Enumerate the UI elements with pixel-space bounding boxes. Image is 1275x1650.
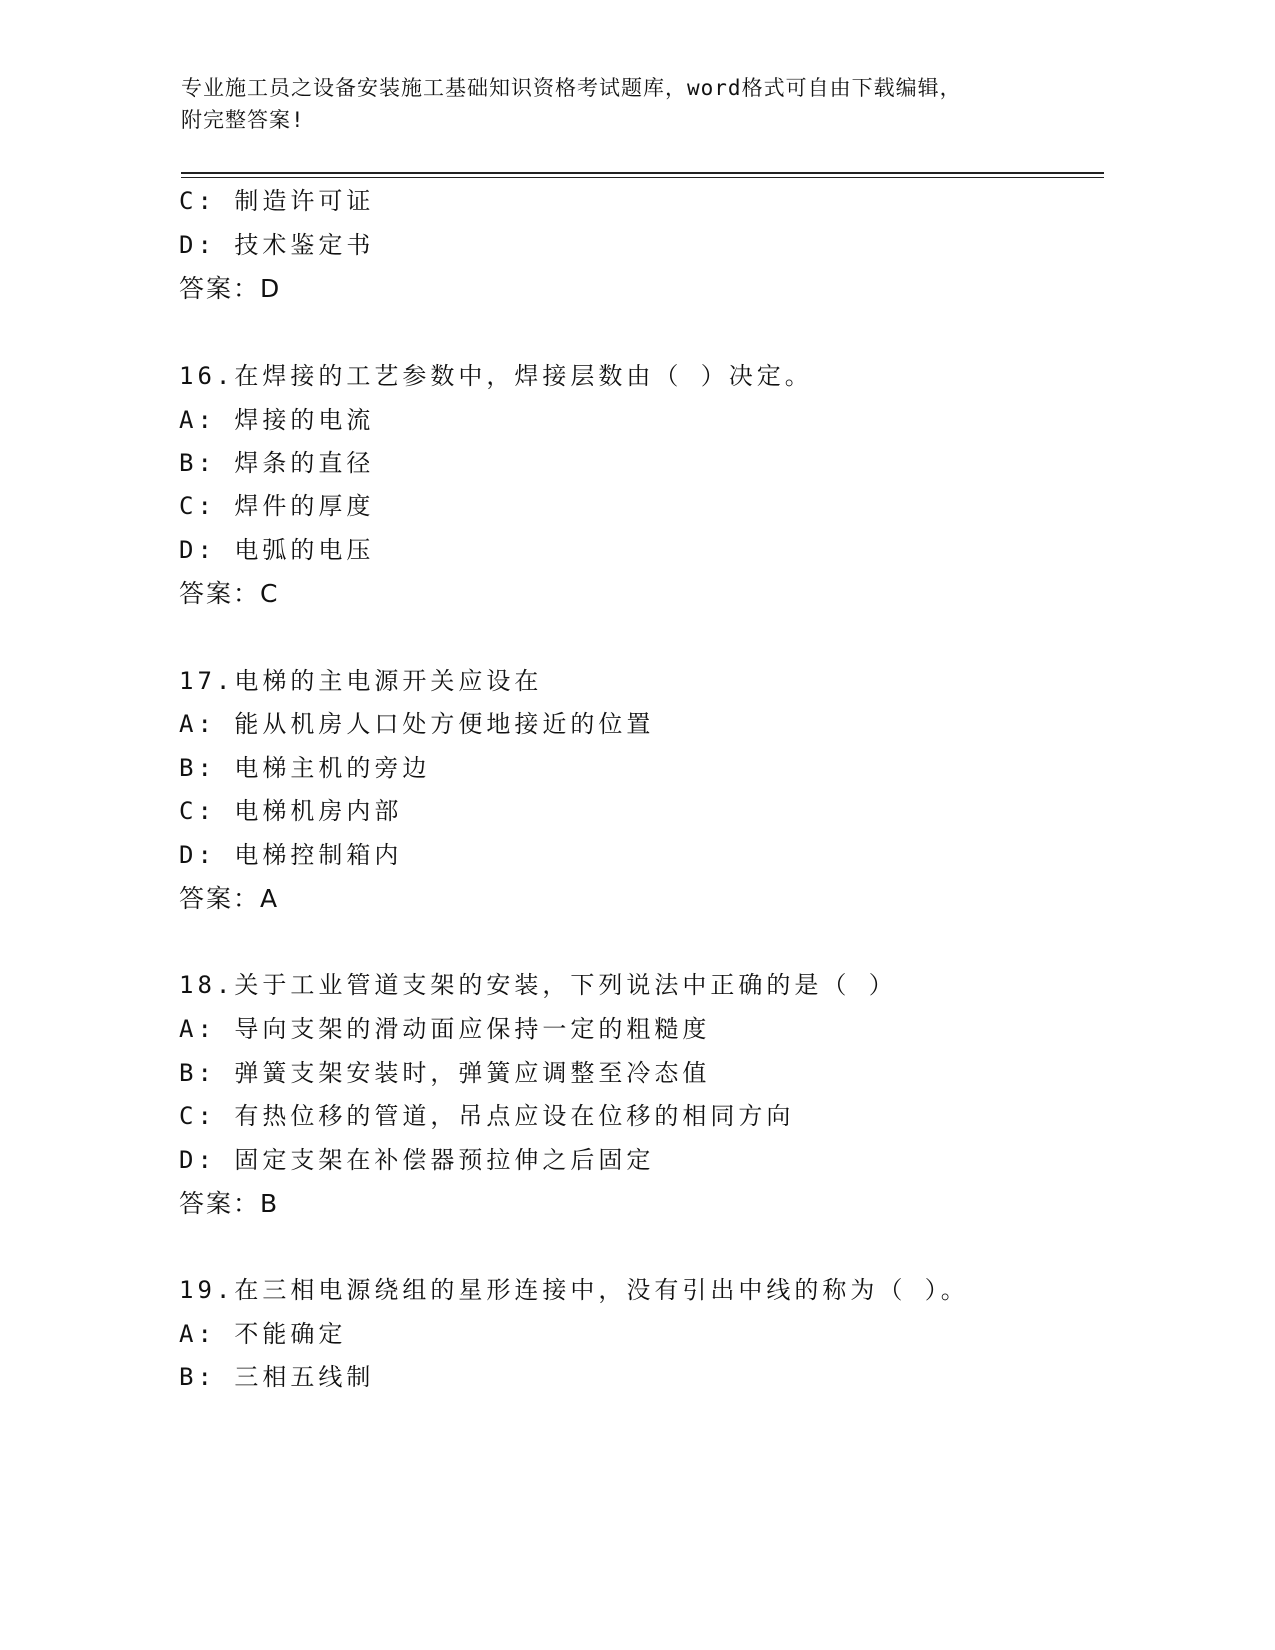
header-line-2: 附完整答案! xyxy=(181,108,305,132)
q18-question: 18.关于工业管道支架的安装，下列说法中正确的是（ ） xyxy=(179,971,897,999)
q19-option-b: B: 三相五线制 xyxy=(179,1363,375,1391)
q17-option-c: C: 电梯机房内部 xyxy=(179,797,403,825)
q15-option-d: D: 技术鉴定书 xyxy=(179,231,375,259)
q17-option-d: D: 电梯控制箱内 xyxy=(179,841,403,869)
q16-option-d: D: 电弧的电压 xyxy=(179,536,375,564)
q18-option-d: D: 固定支架在补偿器预拉伸之后固定 xyxy=(179,1146,655,1174)
q17-question: 17.电梯的主电源开关应设在 xyxy=(179,667,543,695)
q17-option-b: B: 电梯主机的旁边 xyxy=(179,754,431,782)
q16-answer: 答案：C xyxy=(179,579,280,608)
q19-question: 19.在三相电源绕组的星形连接中，没有引出中线的称为（ ）。 xyxy=(179,1276,969,1304)
header-line-1: 专业施工员之设备安装施工基础知识资格考试题库，word格式可自由下载编辑， xyxy=(181,76,962,100)
q18-answer: 答案：B xyxy=(179,1189,280,1218)
q18-option-a: A: 导向支架的滑动面应保持一定的粗糙度 xyxy=(179,1015,711,1043)
q16-option-a: A: 焊接的电流 xyxy=(179,406,375,434)
header-rule-thin xyxy=(181,177,1104,178)
q17-answer: 答案：A xyxy=(179,884,280,913)
q19-option-a: A: 不能确定 xyxy=(179,1320,347,1348)
q15-option-c: C: 制造许可证 xyxy=(179,187,375,215)
q16-question: 16.在焊接的工艺参数中，焊接层数由（ ）决定。 xyxy=(179,362,813,390)
q16-option-c: C: 焊件的厚度 xyxy=(179,492,375,520)
q17-option-a: A: 能从机房人口处方便地接近的位置 xyxy=(179,710,655,738)
q15-answer: 答案：D xyxy=(179,274,282,303)
q18-option-c: C: 有热位移的管道，吊点应设在位移的相同方向 xyxy=(179,1102,795,1130)
q16-option-b: B: 焊条的直径 xyxy=(179,449,375,477)
header-rule-thick xyxy=(181,172,1104,174)
document-header xyxy=(181,72,1081,136)
q18-option-b: B: 弹簧支架安装时，弹簧应调整至冷态值 xyxy=(179,1059,711,1087)
